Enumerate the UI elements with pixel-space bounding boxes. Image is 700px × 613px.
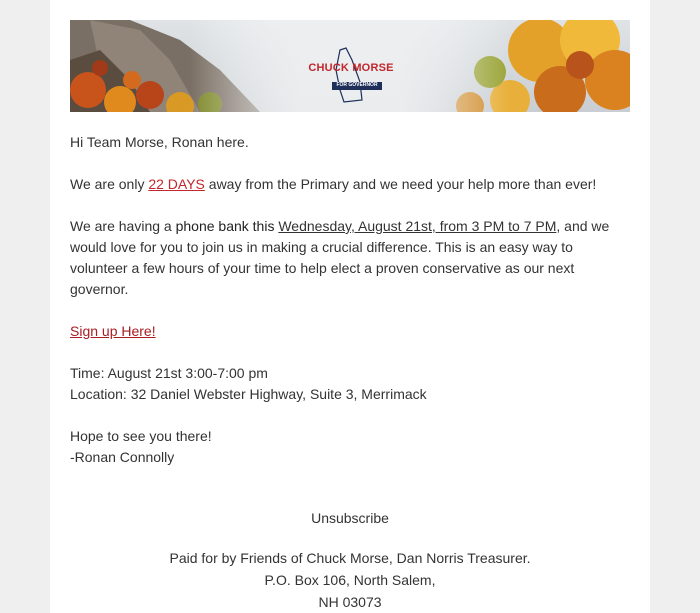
logo-name: CHUCK MORSE xyxy=(308,62,394,74)
event-date-link[interactable]: Wednesday, August 21st, from 3 PM to 7 PM xyxy=(278,218,557,234)
countdown-text-pre: We are only xyxy=(70,176,149,192)
logo-subtitle: FOR GOVERNOR xyxy=(336,82,378,88)
signature-text: -Ronan Connolly xyxy=(70,449,175,465)
phone-bank-text: phone bank this xyxy=(175,218,279,234)
signup-link-tail[interactable]: ! xyxy=(151,323,156,339)
phone-bank-text-post: , and we would love for you to join us in making a crucial difference. This is an easy way to volunteer a few hours of your time to help elect a proven conservative as our next governor. xyxy=(70,218,610,297)
closing-text: Hope to see you there! xyxy=(70,428,212,444)
header-banner xyxy=(70,20,630,112)
signup-link[interactable] xyxy=(70,323,156,339)
address-line-1: P.O. Box 106, North Salem, xyxy=(264,572,436,588)
signup-paragraph xyxy=(70,321,615,342)
countdown-text-post: away from the Primary and we need your help more than ever! xyxy=(204,176,597,192)
days-link[interactable]: 22 DAYS xyxy=(148,176,205,192)
unsubscribe-link[interactable]: Unsubscribe xyxy=(311,510,389,526)
phone-bank-paragraph xyxy=(70,216,615,300)
event-details xyxy=(70,363,615,405)
event-location: Location: 32 Daniel Webster Highway, Suite 3, Merrimack xyxy=(70,386,427,402)
footer-disclaimer xyxy=(50,547,650,613)
closing-block xyxy=(70,426,615,468)
phone-bank-text-pre: We are having a xyxy=(70,218,176,234)
paid-for-text: Paid for by Friends of Chuck Morse, Dan Norris Treasurer. xyxy=(169,550,531,566)
address-line-2: NH 03073 xyxy=(318,594,382,610)
greeting-text: Hi Team Morse, Ronan here. xyxy=(70,134,249,150)
primary-countdown-paragraph xyxy=(70,174,615,195)
event-time: Time: August 21st 3:00-7:00 pm xyxy=(70,365,268,381)
signup-link-label[interactable]: Sign up Here xyxy=(70,323,152,339)
message-content xyxy=(70,132,615,489)
email-body xyxy=(50,0,650,613)
